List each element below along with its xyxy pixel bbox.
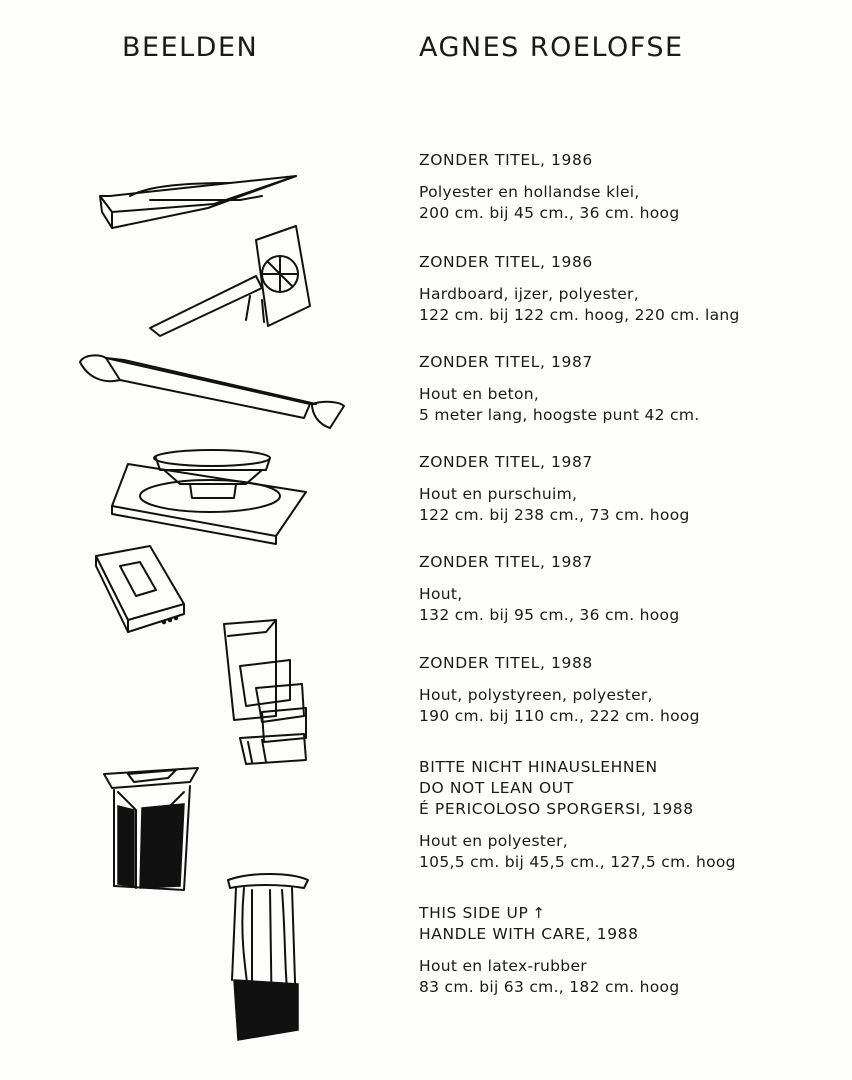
work-entry xyxy=(419,150,839,224)
work-title: ZONDER TITEL, 1987 xyxy=(419,353,593,371)
section-title: BEELDEN xyxy=(122,32,259,63)
work-description: Hout en polyester, 105,5 cm. bij 45,5 cm., 127,5 cm. hoog xyxy=(419,832,736,871)
up-arrow-icon: ↑ xyxy=(532,904,546,922)
work-entry xyxy=(419,452,839,526)
work-description: Polyester en hollandse klei, 200 cm. bij 45 cm., 36 cm. hoog xyxy=(419,183,680,222)
work-description: Hout en beton, 5 meter lang, hoogste punt 42 cm. xyxy=(419,385,700,424)
work-entry xyxy=(419,252,839,326)
flat-blade-sculpture-icon xyxy=(100,176,296,228)
artist-name: AGNES ROELOFSE xyxy=(419,32,684,63)
plinth-with-disc-sculpture-icon xyxy=(112,450,306,544)
work-description: Hout, polystyreen, polyester, 190 cm. bij 110 cm., 222 cm. hoog xyxy=(419,686,700,725)
work-title: ZONDER TITEL, 1988 xyxy=(419,654,593,672)
sculpture-drawings xyxy=(0,0,400,1080)
work-title: THIS SIDE UP ↑ HANDLE WITH CARE, 1988 xyxy=(419,904,639,943)
work-entry xyxy=(419,653,839,727)
work-title: ZONDER TITEL, 1986 xyxy=(419,151,593,169)
cabinet-sculpture-icon xyxy=(104,768,198,890)
work-entry xyxy=(419,903,839,998)
box-sculpture-icon xyxy=(96,546,184,632)
work-title: ZONDER TITEL, 1986 xyxy=(419,253,593,271)
table-with-legs-sculpture-icon xyxy=(228,874,308,1040)
work-description: Hout, 132 cm. bij 95 cm., 36 cm. hoog xyxy=(419,585,680,624)
panel-and-beam-sculpture-icon xyxy=(150,226,310,336)
work-title: BITTE NICHT HINAUSLEHNEN DO NOT LEAN OUT É PERICOLOSO SPORGERSI, 1988 xyxy=(419,758,694,818)
work-entry xyxy=(419,757,839,873)
long-beam-sculpture-icon xyxy=(80,355,344,428)
work-description: Hout en purschuim, 122 cm. bij 238 cm., 73 cm. hoog xyxy=(419,485,690,524)
stacked-shelves-sculpture-icon xyxy=(224,620,306,764)
work-title: ZONDER TITEL, 1987 xyxy=(419,453,593,471)
work-title: ZONDER TITEL, 1987 xyxy=(419,553,593,571)
work-entry xyxy=(419,552,839,626)
work-description: Hout en latex-rubber 83 cm. bij 63 cm., 182 cm. hoog xyxy=(419,957,680,996)
work-description: Hardboard, ijzer, polyester, 122 cm. bij 122 cm. hoog, 220 cm. lang xyxy=(419,285,740,324)
work-entry xyxy=(419,352,839,426)
